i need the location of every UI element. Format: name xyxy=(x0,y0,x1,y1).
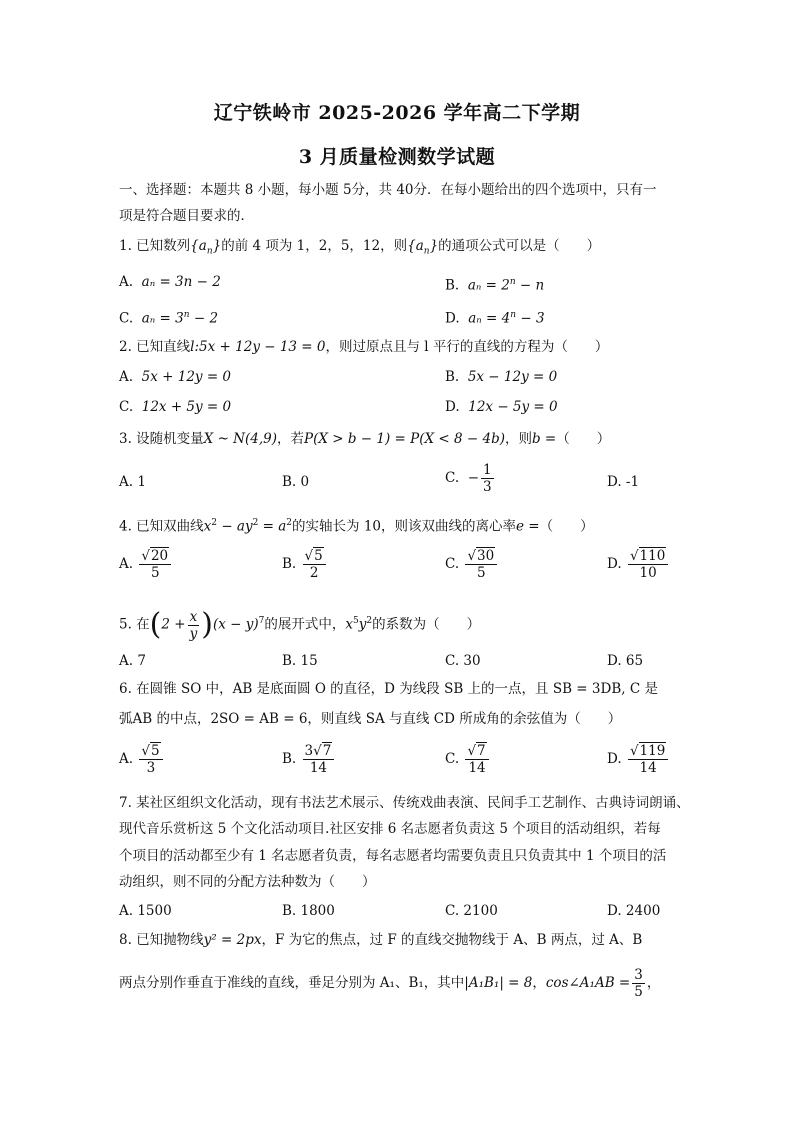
q2-d-text: 12x − 5y = 0 xyxy=(468,399,558,415)
question-7-line4: 动组织，则不同的分配方法种数为（ ） xyxy=(119,874,376,890)
q6-a-label: A. xyxy=(119,751,134,767)
q3-c-fraction xyxy=(481,462,494,495)
question-6-line1: 6. 在圆锥 SO 中，AB 是底面圆 O 的直径，D 为线段 SB 上的一点，且 SB = 3DB, C 是 xyxy=(119,681,658,697)
q4-d-fraction: $\frac{√110}{10}$ xyxy=(628,548,668,581)
q8-frac-den: 5 xyxy=(634,984,643,1000)
q2-a-text: 5x + 12y = 0 xyxy=(141,369,232,385)
q5-term-y: y xyxy=(358,616,367,633)
question-2-stem xyxy=(119,337,608,357)
q1-c-base: aₙ = 3 xyxy=(141,310,184,327)
q4-c-fraction: $\frac{√30}{5}$ xyxy=(465,548,497,581)
q2-option-d[interactable] xyxy=(445,397,558,417)
q3-option-d[interactable]: D. -1 xyxy=(607,474,640,490)
q4-b-den: 2 xyxy=(309,565,319,581)
q6-b-fraction: $\frac{3√7}{14}$ xyxy=(303,743,335,776)
q6-c-label: C. xyxy=(445,751,460,767)
q4-b-label: B. xyxy=(282,556,297,572)
q1-seq-close-2: } xyxy=(429,238,439,254)
q4-ay: − ay xyxy=(217,518,253,535)
q7-option-b[interactable]: B. 1800 xyxy=(282,903,335,919)
q7-option-c[interactable]: C. 2100 xyxy=(445,903,498,919)
q4-a-den: 5 xyxy=(150,565,160,581)
q4-c-label: C. xyxy=(445,556,460,572)
q3-prefix: 3. 设随机变量 xyxy=(119,431,204,447)
q3-c-label: C. xyxy=(445,470,460,486)
q1-b-exp: n xyxy=(509,277,516,287)
q3-option-c[interactable] xyxy=(445,462,496,495)
question-7-line1: 7. 某社区组织文化活动，现有书法艺术展示、传统戏曲表演、民间手工艺制作、古典诗词朗诵、 xyxy=(119,795,690,811)
q6-option-d[interactable] xyxy=(607,743,670,776)
q4-d-den: 10 xyxy=(639,565,657,581)
q4-suffix: 的实轴长为 10，则该双曲线的离心率 xyxy=(292,518,517,535)
q2-d-label: D. xyxy=(445,399,460,415)
question-1-stem xyxy=(119,236,600,262)
q6-a-rad: 5 xyxy=(150,743,160,759)
q6-d-den: 14 xyxy=(639,760,657,776)
question-8-line1 xyxy=(119,930,642,950)
q4-a-rad: 20 xyxy=(150,548,169,564)
q5-paren-open: ( xyxy=(149,607,162,642)
q5-term-y-exp: 2 xyxy=(366,616,373,626)
question-7-line2: 现代音乐赏析这 5 个文化活动项目.社区安排 6 名志愿者负责这 5 个项目的活动组织，若每 xyxy=(119,821,661,837)
q3-b: b = xyxy=(531,431,557,447)
q5-xy: (x − y) xyxy=(212,616,259,633)
q1-c-label: C. xyxy=(119,310,134,327)
q5-two: 2 + xyxy=(161,616,186,633)
q5-fraction xyxy=(188,609,200,642)
q3-dist: X ~ N(4,9) xyxy=(203,431,277,447)
q8-line2-prefix: 两点分别作垂直于准线的直线，垂足分别为 A₁、B₁，其中 xyxy=(119,975,465,991)
q1-option-d[interactable] xyxy=(445,305,545,329)
q5-frac-den: y xyxy=(189,625,198,642)
q4-b-fraction: $\frac{√5}{2}$ xyxy=(303,548,326,581)
q6-d-label: D. xyxy=(607,751,622,767)
q5-option-d[interactable]: D. 65 xyxy=(607,653,644,669)
q4-prefix: 4. 已知双曲线 xyxy=(119,518,204,535)
q4-exp-2: 2 xyxy=(252,518,259,528)
q4-a: = a xyxy=(258,518,287,535)
q3-option-a[interactable]: A. 1 xyxy=(119,474,146,490)
q4-option-d[interactable] xyxy=(607,548,670,581)
q3-c-sign: − xyxy=(467,470,480,486)
q2-b-text: 5x − 12y = 0 xyxy=(467,369,558,385)
q1-seq-open-2: {a xyxy=(407,238,424,254)
q5-suffix: 的系数为（ ） xyxy=(372,616,481,633)
q3-mid: ，若 xyxy=(277,431,304,447)
q1-seq-close: } xyxy=(212,238,222,254)
q6-d-fraction: $\frac{√119}{14}$ xyxy=(628,743,668,776)
q8-abs: |A₁B₁| = 8 xyxy=(464,975,533,991)
question-5-stem xyxy=(119,602,480,644)
q2-a-label: A. xyxy=(119,369,134,385)
q8-prefix: 8. 已知抛物线 xyxy=(119,932,204,948)
question-3-stem xyxy=(119,429,610,449)
q4-a-label: A. xyxy=(119,556,134,572)
q1-b-tail: − n xyxy=(515,277,545,294)
q1-option-a[interactable] xyxy=(119,272,221,292)
q8-cos: cos∠A₁AB = xyxy=(545,975,631,991)
q4-exp-3: 2 xyxy=(286,518,293,528)
exam-title: 辽宁铁岭市 2025-2026 学年高二下学期 xyxy=(213,102,581,124)
q1-b-base: aₙ = 2 xyxy=(467,277,510,294)
q2-suffix: ，则过原点且与 l 平行的直线的方程为（ ） xyxy=(325,339,609,355)
q8-fraction xyxy=(632,967,645,1000)
q8-line2-tail: ， xyxy=(646,975,661,991)
q4-x: x xyxy=(203,518,212,535)
q4-a-fraction: $\frac{√20}{5}$ xyxy=(139,548,171,581)
q5-option-c[interactable]: C. 30 xyxy=(445,653,481,669)
q6-b-rad: 7 xyxy=(322,743,332,759)
q5-option-a[interactable]: A. 7 xyxy=(119,653,146,669)
q5-term-x: x xyxy=(345,616,353,633)
q4-tail: （ ） xyxy=(539,518,594,535)
q8-line1-suffix: ，F 为它的焦点，过 F 的直线交抛物线于 A、B 两点，过 A、B xyxy=(261,932,643,948)
q7-option-d[interactable]: D. 2400 xyxy=(607,903,661,919)
q6-a-fraction: $\frac{√5}{3}$ xyxy=(139,743,162,776)
section-instructions-line2: 项是符合题目要求的． xyxy=(119,208,254,224)
q5-frac-num: x xyxy=(189,608,198,625)
q1-d-label: D. xyxy=(445,310,460,327)
q6-b-den: 14 xyxy=(309,760,327,776)
q3-prob-eq: P(X > b − 1) = P(X < 8 − 4b) xyxy=(304,431,505,447)
q1-seq-sub-2: n xyxy=(423,246,430,257)
q3-suffix: （ ） xyxy=(556,431,611,447)
question-6-line2: 弧AB 的中点，2SO = AB = 6，则直线 SA 与直线 CD 所成角的余弦值为（ ） xyxy=(119,711,622,727)
q1-b-label: B. xyxy=(445,277,460,294)
q1-c-exp: n xyxy=(183,310,190,320)
question-8-line2 xyxy=(119,966,660,1000)
q6-d-rad: 119 xyxy=(639,743,666,759)
q5-option-b[interactable]: B. 15 xyxy=(282,653,318,669)
q5-term-x-exp: 5 xyxy=(352,616,359,626)
q3-mid2: ，则 xyxy=(504,431,532,447)
q4-e: e = xyxy=(516,518,540,535)
q4-option-b[interactable] xyxy=(282,548,328,581)
q3-c-num: 1 xyxy=(483,462,492,478)
section-instructions-line1: 一、选择题：本题共 8 小题，每小题 5分，共 40分．在每小题给出的四个选项中，只有一 xyxy=(119,182,657,198)
q4-d-label: D. xyxy=(607,556,622,572)
q2-line-eq: l:5x + 12y − 13 = 0 xyxy=(190,339,326,355)
q1-a-text: aₙ = 3n − 2 xyxy=(141,274,221,290)
q4-c-den: 5 xyxy=(477,565,486,581)
question-4-stem xyxy=(119,513,594,537)
q1-d-exp: n xyxy=(510,310,517,320)
q2-option-a[interactable] xyxy=(119,367,231,387)
q1-mid: 的前 4 项为 1，2，5，12，则 xyxy=(221,238,408,254)
q2-c-label: C. xyxy=(119,399,134,415)
q6-c-fraction: $\frac{√7}{14}$ xyxy=(465,743,488,776)
q1-prefix: 1. 已知数列 xyxy=(119,238,191,254)
q1-option-b[interactable] xyxy=(445,272,544,296)
q6-option-b[interactable] xyxy=(282,743,336,776)
q5-mid: 的展开式中， xyxy=(264,616,346,633)
q4-b-rad: 5 xyxy=(314,548,323,564)
q1-c-tail: − 2 xyxy=(189,310,219,327)
q4-option-a[interactable] xyxy=(119,548,173,581)
q4-d-rad: 110 xyxy=(639,548,666,564)
q6-a-den: 3 xyxy=(146,760,156,776)
q2-c-text: 12x + 5y = 0 xyxy=(141,399,232,415)
q2-option-b[interactable] xyxy=(445,367,557,387)
q3-option-b[interactable]: B. 0 xyxy=(282,474,310,490)
q8-frac-num: 3 xyxy=(634,967,643,983)
q5-prefix: 5. 在 xyxy=(119,616,150,633)
q2-prefix: 2. 已知直线 xyxy=(119,339,191,355)
q6-b-label: B. xyxy=(282,751,297,767)
q1-d-base: aₙ = 4 xyxy=(468,310,511,327)
q6-option-c[interactable] xyxy=(445,743,491,776)
q6-c-den: 14 xyxy=(468,760,486,776)
q6-c-rad: 7 xyxy=(477,743,486,759)
q7-option-a[interactable]: A. 1500 xyxy=(119,903,172,919)
q1-option-c[interactable] xyxy=(119,305,218,329)
q8-line2-mid: ， xyxy=(532,975,546,991)
q6-option-a[interactable] xyxy=(119,743,165,776)
q4-c-rad: 30 xyxy=(477,548,495,564)
q6-b-coef: 3 xyxy=(304,743,314,759)
q4-exp-1: 2 xyxy=(211,518,218,528)
q5-paren-close: ) xyxy=(201,607,213,642)
q1-a-label: A. xyxy=(119,274,134,290)
q2-b-label: B. xyxy=(445,369,460,385)
q5-xy-exp: 7 xyxy=(258,616,265,626)
q3-c-den: 3 xyxy=(483,479,492,495)
q1-seq-sub: n xyxy=(206,246,213,257)
q1-d-tail: − 3 xyxy=(516,310,545,327)
question-7-line3: 个项目的活动都至少有 1 名志愿者负责，每名志愿者均需要负责且只负责其中 1 个项目的活 xyxy=(119,848,667,864)
exam-subtitle: 3 月质量检测数学试题 xyxy=(298,146,496,168)
q1-seq-open: {a xyxy=(190,238,207,254)
q2-option-c[interactable] xyxy=(119,397,231,417)
q4-option-c[interactable] xyxy=(445,548,499,581)
q1-suffix: 的通项公式可以是（ ） xyxy=(438,238,601,254)
q8-parabola: y² = 2px xyxy=(203,932,262,948)
